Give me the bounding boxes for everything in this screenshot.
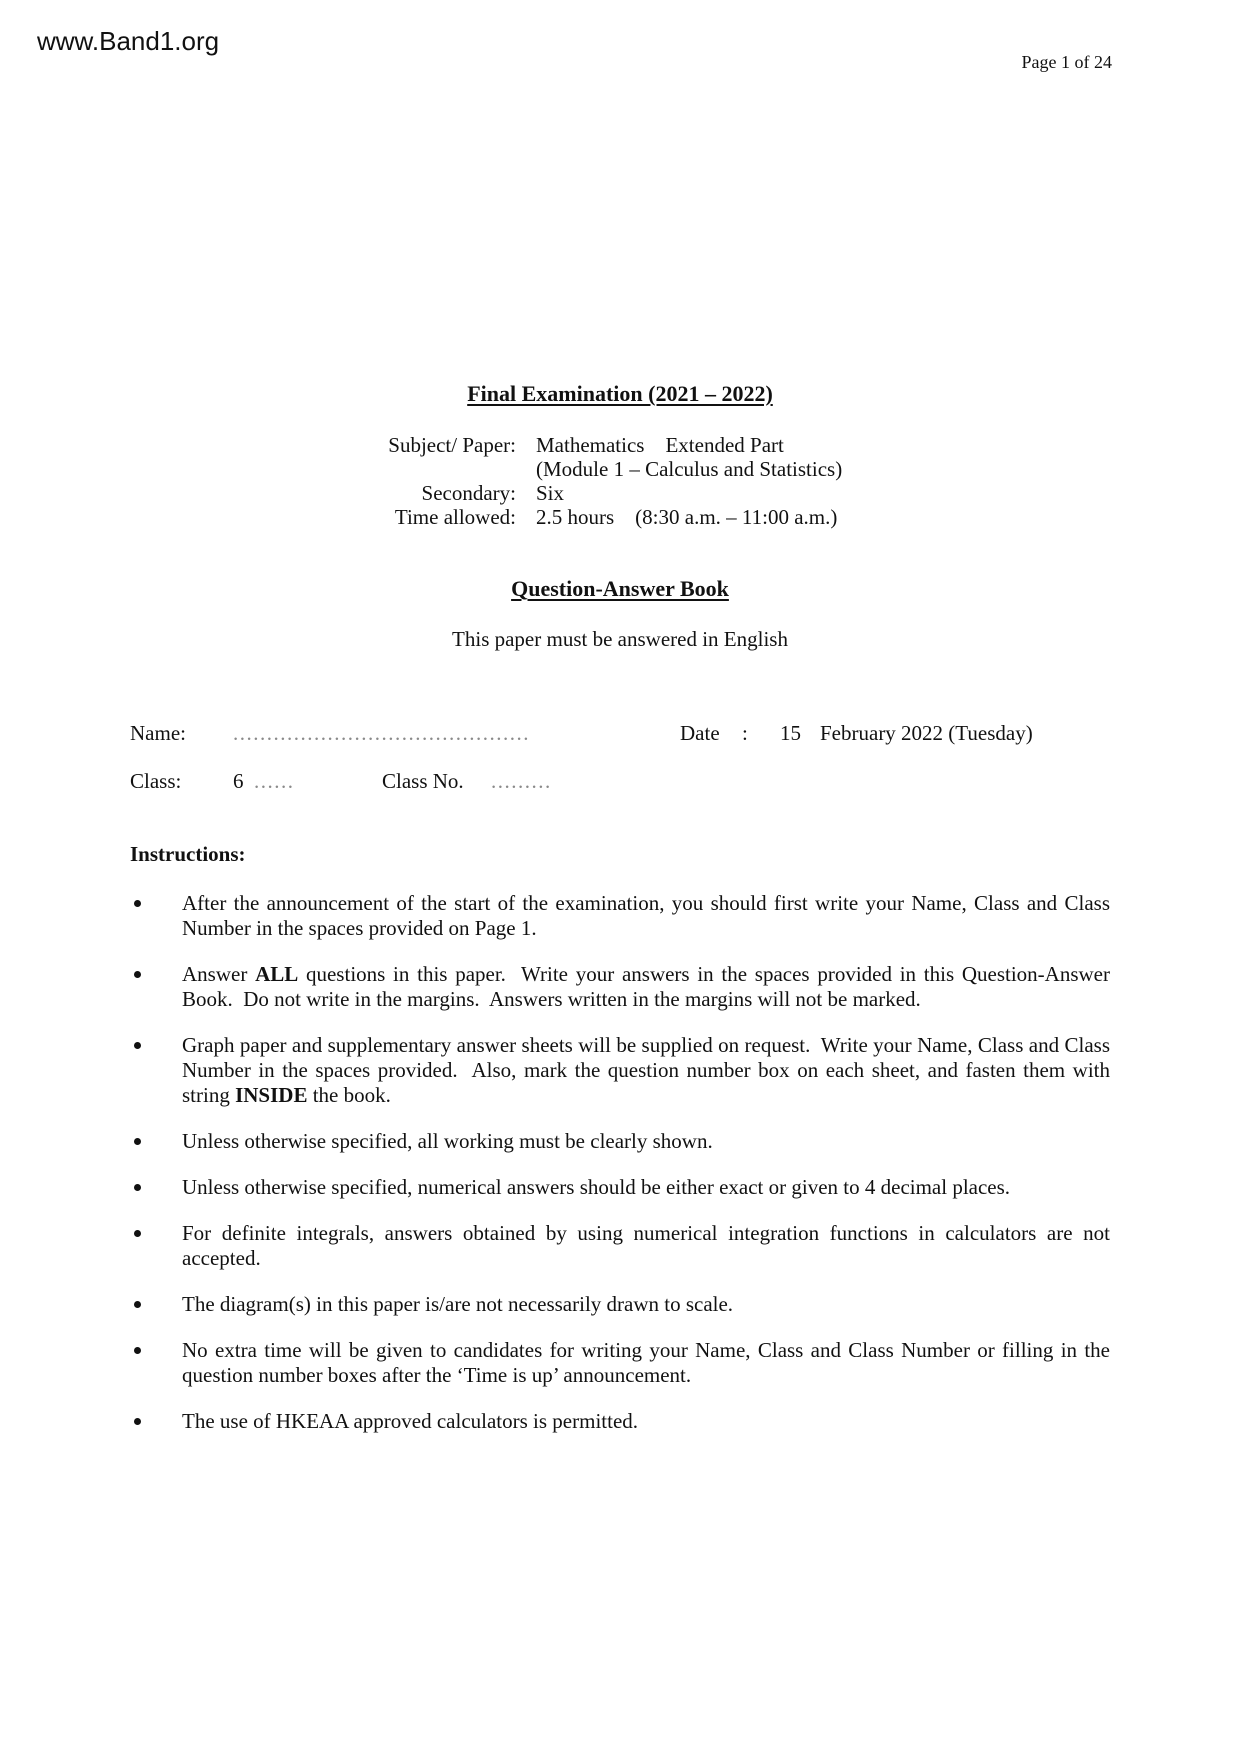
date-value: February 2022 (Tuesday) <box>820 721 1033 745</box>
instructions-list <box>130 891 1116 1434</box>
bullet-icon <box>134 1184 141 1191</box>
instruction-item <box>130 1033 1116 1108</box>
info-label-blank <box>130 457 516 481</box>
instruction-text: After the announcement of the start of the examination, you should first write your Name, Class and Class Number in the spaces provided on Page 1. <box>182 891 1116 940</box>
bullet-icon <box>134 900 141 907</box>
instruction-item <box>130 1175 1110 1200</box>
exam-title: Final Examination (2021 – 2022) <box>467 381 773 406</box>
info-value-subject: Mathematics Extended Part <box>536 433 784 457</box>
page-number: Page 1 of 24 <box>1021 52 1112 72</box>
question-answer-book-heading: Question-Answer Book <box>511 576 729 601</box>
bullet-icon <box>134 1042 141 1049</box>
bullet-icon <box>134 1347 141 1354</box>
bullet-icon <box>134 1418 141 1425</box>
date-label: Date <box>680 721 720 745</box>
info-value-module: (Module 1 – Calculus and Statistics) <box>536 457 843 481</box>
info-label-time-allowed: Time allowed: <box>394 505 516 529</box>
class-value: 6 <box>233 769 244 793</box>
info-value-time-allowed: 2.5 hours (8:30 a.m. – 11:00 a.m.) <box>536 505 838 529</box>
bullet-icon <box>134 971 141 978</box>
instruction-item <box>130 1129 1110 1154</box>
info-label-subject: Subject/ Paper: <box>388 433 516 457</box>
site-watermark: www.Band1.org <box>37 26 220 56</box>
exam-info-block <box>130 433 1110 529</box>
instruction-item <box>130 1338 1116 1388</box>
info-label-secondary: Secondary: <box>421 481 516 505</box>
class-no-fill-line: ......... <box>491 769 552 793</box>
bullet-icon <box>134 1230 141 1237</box>
date-colon: : <box>742 721 748 745</box>
instruction-text: The use of HKEAA approved calculators is permitted. <box>182 1409 639 1433</box>
bullet-icon <box>134 1138 141 1145</box>
language-note: This paper must be answered in English <box>452 627 788 651</box>
class-row <box>130 769 1110 795</box>
instruction-text: Graph paper and supplementary answer sheets will be supplied on request. Write your Name, Class and Class Number in the spaces provided. Also, mark the question number box on each sheet, and fasten them with string INSIDE the book. <box>182 1033 1116 1107</box>
name-date-row <box>130 721 1110 747</box>
instruction-text: Unless otherwise specified, all working must be clearly shown. <box>182 1129 713 1153</box>
instructions-heading: Instructions: <box>130 842 246 866</box>
document-content <box>130 0 1116 1455</box>
name-label: Name: <box>130 721 186 745</box>
instruction-item <box>130 1292 1110 1317</box>
instruction-text: No extra time will be given to candidates for writing your Name, Class and Class Number or filling in the question number boxes after the ‘Time is up’ announcement. <box>182 1338 1116 1387</box>
class-no-label: Class No. <box>382 769 464 793</box>
instruction-text: The diagram(s) in this paper is/are not necessarily drawn to scale. <box>182 1292 734 1316</box>
instruction-item <box>130 1221 1116 1271</box>
date-day: 15 <box>780 721 801 745</box>
instruction-item <box>130 1409 1110 1434</box>
name-fill-line: ............................................ <box>233 721 530 745</box>
instruction-text: Unless otherwise specified, numerical answers should be either exact or given to 4 decimal places. <box>182 1175 1011 1199</box>
class-label: Class: <box>130 769 182 793</box>
instruction-item <box>130 962 1116 1012</box>
class-fill-line: ...... <box>254 769 295 793</box>
instruction-text: For definite integrals, answers obtained by using numerical integration functions in calculators are not accepted. <box>182 1221 1116 1270</box>
info-value-secondary: Six <box>536 481 565 505</box>
instruction-text: Answer ALL questions in this paper. Write your answers in the spaces provided in this Question-Answer Book. Do not write in the margins. Answers written in the margins will not be marked. <box>182 962 1116 1011</box>
bullet-icon <box>134 1301 141 1308</box>
instruction-item <box>130 891 1116 941</box>
